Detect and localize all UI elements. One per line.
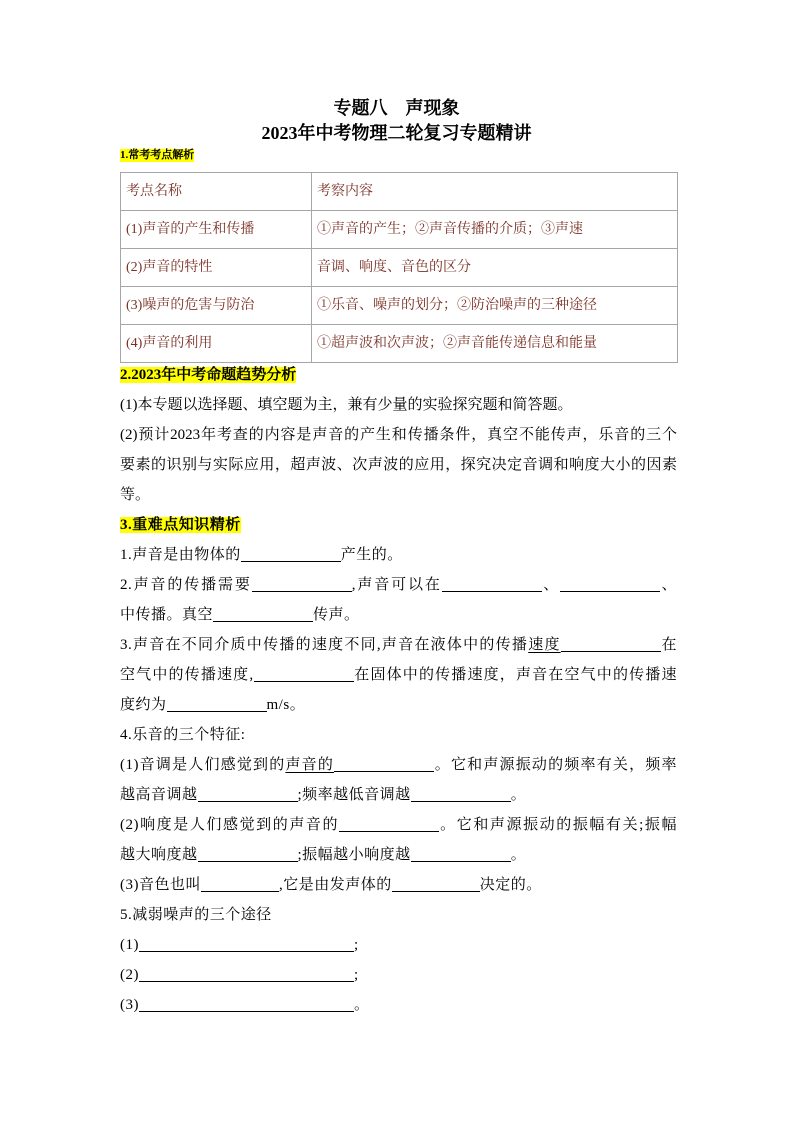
- answer-blank: [339, 817, 439, 832]
- paragraph-line: 等。: [120, 487, 151, 503]
- table-row: [121, 211, 678, 249]
- table-cell-content: ①声音的产生；②声音传播的介质；③声速: [312, 211, 678, 249]
- answer-blank: [139, 967, 354, 982]
- question-text: ,声音可以在: [351, 577, 442, 593]
- answer-blank: [198, 847, 298, 862]
- answer-blank: [201, 877, 279, 892]
- section-3-heading-line: [120, 510, 677, 540]
- table-cell-point: (3)噪声的危害与防治: [121, 287, 312, 325]
- answer-blank: [213, 607, 313, 622]
- answer-blank: [254, 667, 354, 682]
- question-3-line: [120, 630, 677, 660]
- table-header-content: 考察内容: [312, 173, 678, 211]
- question-2-line-cont: [120, 600, 677, 630]
- answer-blank: [392, 877, 480, 892]
- answer-blank: [411, 847, 511, 862]
- question-4-2-line: [120, 810, 677, 840]
- question-3-line-cont: [120, 660, 677, 690]
- question-text: 、: [660, 577, 677, 593]
- question-text: 1.声音是由物体的: [120, 547, 241, 563]
- answer-blank: [139, 997, 354, 1012]
- answer-blank: [442, 577, 542, 592]
- question-text: 。: [510, 787, 527, 803]
- title-sub: 2023年中考物理二轮复习专题精讲: [261, 123, 532, 143]
- answer-blank: [198, 787, 298, 802]
- question-3-line-end: [120, 690, 677, 720]
- table-cell-content: ①超声波和次声波；②声音能传递信息和能量: [312, 325, 678, 363]
- question-text: ;频率越低音调越: [297, 787, 411, 803]
- section-1-heading: 1.常考考点解析: [120, 149, 195, 161]
- table-cell-point: (4)声音的利用: [121, 325, 312, 363]
- question-text: 3.声音在不同介质中传播的速度不同,声音在液体中的传播: [120, 637, 529, 653]
- question-4-title: 4.乐音的三个特征:: [120, 727, 246, 743]
- table-cell-content: ①乐音、噪声的划分；②防治噪声的三种途径: [312, 287, 678, 325]
- question-text: m/s。: [266, 697, 306, 713]
- question-4-3-line: [120, 870, 677, 900]
- question-text: 度约为: [120, 697, 167, 713]
- question-text: 在: [660, 637, 677, 653]
- question-text: ,它是由发声体的: [279, 877, 392, 893]
- section-2-heading: 2.2023年中考命题趋势分析: [120, 367, 297, 383]
- question-5-item: [120, 960, 677, 990]
- answer-blank: [252, 577, 352, 592]
- item-number: (1): [120, 937, 139, 953]
- question-5-item: [120, 990, 677, 1020]
- question-2-line: [120, 570, 677, 600]
- table-header-point: 考点名称: [121, 173, 312, 211]
- question-text: (2)响度是人们感觉到的声音的: [120, 817, 340, 833]
- table-cell-content: 音调、响度、音色的区分: [312, 249, 678, 287]
- question-text: 中传播。真空: [120, 607, 214, 623]
- question-text: 决定的。: [479, 877, 542, 893]
- section-3-heading: 3.重难点知识精析: [120, 517, 241, 533]
- item-number: (2): [120, 967, 139, 983]
- answer-blank: [561, 637, 661, 652]
- question-4-1-line: [120, 750, 677, 780]
- item-end: 。: [354, 997, 370, 1013]
- underlined-text: 声音的: [285, 757, 335, 773]
- table-row: [121, 249, 678, 287]
- paragraph-line: (1)本专题以选择题、填空题为主，兼有少量的实验探究题和简答题。: [120, 397, 573, 413]
- question-text: 产生的。: [340, 547, 403, 563]
- question-text: 空气中的传播速度,: [120, 667, 254, 683]
- table-header-row: [121, 173, 678, 211]
- item-end: ;: [354, 967, 359, 983]
- section-3: [120, 510, 677, 1020]
- question-text: 在固体中的传播速度，声音在空气中的传播速: [353, 667, 677, 683]
- question-text: ;振幅越小响度越: [297, 847, 411, 863]
- table-row: [121, 287, 678, 325]
- answer-blank: [334, 757, 434, 772]
- question-5-item: [120, 930, 677, 960]
- exam-points-table: [120, 172, 678, 363]
- paragraph-line: 要素的识别与实际应用，超声波、次声波的应用，探究决定音调和响度大小的因素: [120, 457, 677, 473]
- question-4-1-line-cont: [120, 780, 677, 810]
- title-main: 专题八 声现象: [333, 98, 460, 118]
- question-5-title: 5.减弱噪声的三个途径: [120, 907, 272, 923]
- paragraph-line: (2)预计2023年考查的内容是声音的产生和传播条件，真空不能传声，乐音的三个: [120, 427, 677, 443]
- question-text: (1)音调是人们感觉到的: [120, 757, 286, 773]
- underlined-text: 速度: [528, 637, 561, 653]
- document-body: [120, 360, 677, 1020]
- answer-blank: [411, 787, 511, 802]
- table-row: [121, 325, 678, 363]
- answer-blank: [241, 547, 341, 562]
- section-2-heading-line: [120, 360, 677, 390]
- question-4-2-line-cont: [120, 840, 677, 870]
- item-end: ;: [354, 937, 359, 953]
- question-1-line: [120, 540, 677, 570]
- question-text: 传声。: [313, 607, 360, 623]
- question-text: 、: [541, 577, 561, 593]
- question-text: 。它和声源振动的振幅有关;振幅: [439, 817, 677, 833]
- answer-blank: [560, 577, 660, 592]
- table-cell-point: (2)声音的特性: [121, 249, 312, 287]
- question-text: 2.声音的传播需要: [120, 577, 252, 593]
- question-text: 越高音调越: [120, 787, 198, 803]
- question-text: 越大响度越: [120, 847, 198, 863]
- question-text: 。: [510, 847, 527, 863]
- answer-blank: [167, 697, 267, 712]
- answer-blank: [139, 937, 354, 952]
- item-number: (3): [120, 997, 139, 1013]
- question-text: 。它和声源振动的频率有关，频率: [434, 757, 677, 773]
- table-cell-point: (1)声音的产生和传播: [121, 211, 312, 249]
- question-text: (3)音色也叫: [120, 877, 201, 893]
